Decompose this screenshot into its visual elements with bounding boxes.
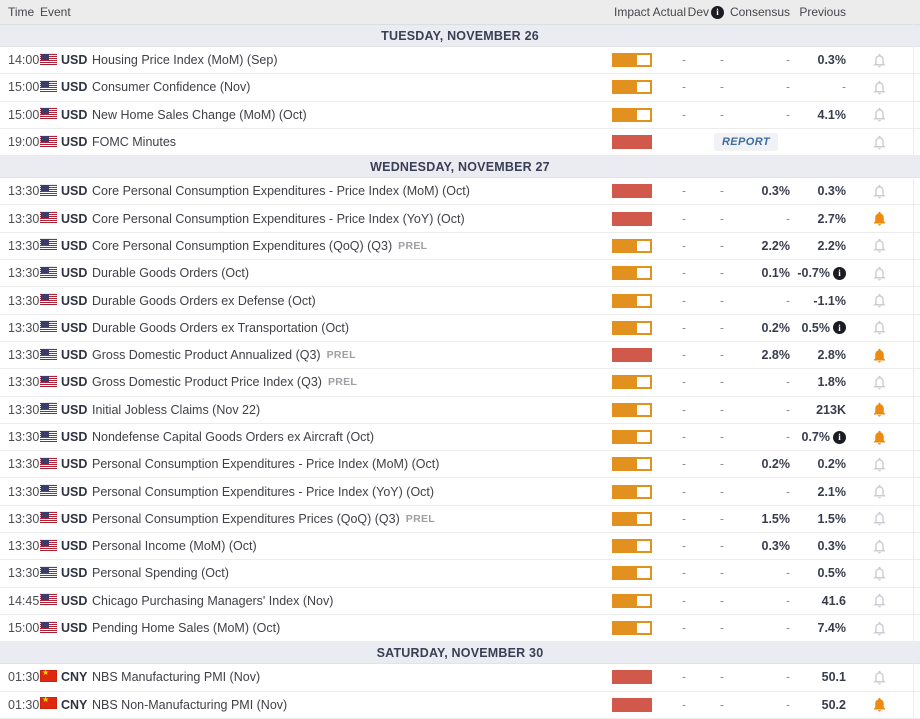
bell-outline-icon[interactable]: [871, 620, 888, 637]
bell-outline-icon[interactable]: [871, 265, 888, 282]
event-row[interactable]: [0, 342, 920, 369]
previous-value: -: [841, 80, 846, 95]
consensus-value: -: [785, 80, 790, 95]
event-row[interactable]: [0, 369, 920, 396]
actual-value: -: [681, 511, 686, 526]
day-section-rows: [0, 47, 920, 156]
previous-value: 4.1%: [817, 107, 846, 122]
previous-value: 50.2: [821, 697, 846, 712]
table-right-divider: [913, 0, 914, 719]
currency-label: USD: [61, 511, 88, 526]
event-name: Durable Goods Orders (Oct): [92, 266, 249, 281]
event-time: 15:00: [8, 107, 40, 122]
bell-outline-icon[interactable]: [871, 134, 888, 151]
impact-high-bar: [612, 698, 652, 712]
event-time: 13:30: [8, 293, 40, 308]
event-name: Core Personal Consumption Expenditures (QoQ) (Q3): [92, 238, 393, 253]
consensus-value: 0.3%: [761, 539, 790, 554]
bell-outline-icon[interactable]: [871, 374, 888, 391]
deviation-value: -: [719, 184, 724, 199]
impact-medium-bar: [612, 594, 652, 608]
impact-medium-bar: [612, 108, 652, 122]
country-flag-icon: [40, 430, 57, 445]
country-flag-icon: [40, 348, 57, 363]
impact-medium-bar: [612, 512, 652, 526]
preliminary-badge: PREL: [326, 349, 356, 362]
event-row[interactable]: [0, 397, 920, 424]
consensus-value: -: [785, 593, 790, 608]
currency-label: USD: [61, 539, 88, 554]
consensus-column-header: Consensus: [729, 5, 790, 19]
bell-outline-icon[interactable]: [871, 237, 888, 254]
consensus-value: 2.2%: [761, 238, 790, 253]
consensus-value: -: [785, 211, 790, 226]
bell-outline-icon[interactable]: [871, 292, 888, 309]
deviation-value: -: [719, 53, 724, 68]
impact-medium-bar: [612, 457, 652, 471]
previous-value: 2.8%: [817, 348, 846, 363]
deviation-value: -: [719, 375, 724, 390]
country-flag-icon: [40, 238, 57, 253]
country-flag-icon: [40, 135, 57, 150]
event-row[interactable]: [0, 692, 920, 719]
event-time: 13:30: [8, 211, 40, 226]
previous-value: 50.1: [821, 670, 846, 685]
event-row[interactable]: [0, 451, 920, 478]
event-row[interactable]: [0, 47, 920, 74]
currency-label: USD: [61, 107, 88, 122]
event-time: 15:00: [8, 80, 40, 95]
event-time: 13:30: [8, 348, 40, 363]
consensus-value: 2.8%: [761, 348, 790, 363]
actual-value: -: [681, 430, 686, 444]
currency-label: USD: [61, 484, 88, 499]
event-row[interactable]: [0, 533, 920, 560]
actual-value: -: [681, 53, 686, 68]
currency-label: CNY: [61, 697, 88, 712]
bell-outline-icon[interactable]: [871, 319, 888, 336]
currency-label: USD: [61, 53, 88, 68]
currency-label: USD: [61, 293, 88, 308]
event-name: Core Personal Consumption Expenditures - Price Index (YoY) (Oct): [92, 211, 465, 226]
deviation-value: -: [719, 430, 724, 444]
event-column-header: Event: [40, 5, 71, 19]
event-time: 19:00: [8, 135, 40, 150]
event-name: Personal Income (MoM) (Oct): [92, 539, 257, 554]
event-name: Durable Goods Orders ex Defense (Oct): [92, 293, 316, 308]
bell-outline-icon[interactable]: [871, 52, 888, 69]
impact-medium-bar: [612, 266, 652, 280]
impact-medium-bar: [612, 566, 652, 580]
consensus-value: -: [785, 293, 790, 308]
impact-medium-bar: [612, 403, 652, 417]
preliminary-badge: PREL: [405, 512, 435, 525]
consensus-value: -: [785, 53, 790, 68]
previous-value: 7.4%: [817, 621, 846, 636]
event-row[interactable]: [0, 588, 920, 615]
actual-value: -: [681, 621, 686, 636]
actual-value: -: [681, 566, 686, 581]
country-flag-icon: [40, 375, 57, 390]
currency-label: USD: [61, 238, 88, 253]
event-name: New Home Sales Change (MoM) (Oct): [92, 107, 307, 122]
currency-label: USD: [61, 266, 88, 281]
previous-value: 0.5%: [817, 566, 846, 581]
deviation-value: -: [719, 457, 724, 472]
bell-outline-icon[interactable]: [871, 106, 888, 123]
actual-value: -: [681, 80, 686, 95]
deviation-value: -: [719, 621, 724, 636]
impact-high-bar: [612, 135, 652, 149]
consensus-value: -: [785, 375, 790, 390]
deviation-value: -: [719, 107, 724, 122]
event-name: Consumer Confidence (Nov): [92, 80, 251, 95]
currency-label: USD: [61, 320, 88, 335]
event-name: Durable Goods Orders ex Transportation (Oct): [92, 320, 350, 335]
country-flag-icon: [40, 457, 57, 472]
event-time: 13:30: [8, 375, 40, 390]
event-name: Nondefense Capital Goods Orders ex Aircraft (Oct): [92, 430, 375, 444]
consensus-value: 0.2%: [761, 320, 790, 335]
bell-outline-icon[interactable]: [871, 456, 888, 473]
event-row[interactable]: [0, 615, 920, 642]
bell-outline-icon[interactable]: [871, 565, 888, 582]
previous-value: 2.1%: [817, 484, 846, 499]
currency-label: USD: [61, 348, 88, 363]
consensus-value: 0.1%: [761, 266, 790, 281]
event-time: 13:30: [8, 566, 40, 581]
event-time: 13:30: [8, 402, 40, 417]
event-name: NBS Non-Manufacturing PMI (Nov): [92, 697, 288, 712]
deviation-value: -: [719, 80, 724, 95]
country-flag-icon: [40, 211, 57, 226]
event-name: Personal Spending (Oct): [92, 566, 229, 581]
event-row[interactable]: [0, 506, 920, 533]
actual-value: -: [681, 348, 686, 363]
currency-label: USD: [61, 135, 88, 150]
currency-label: USD: [61, 80, 88, 95]
country-flag-icon: [40, 621, 57, 636]
deviation-value: -: [719, 697, 724, 712]
actual-value: -: [681, 320, 686, 335]
day-section-header: [0, 642, 920, 664]
event-row[interactable]: [0, 315, 920, 342]
previous-value: 0.3%: [817, 539, 846, 554]
bell-outline-icon[interactable]: [871, 510, 888, 527]
previous-value: -1.1%: [813, 293, 846, 308]
event-row[interactable]: [0, 74, 920, 101]
bell-outline-icon[interactable]: [871, 483, 888, 500]
calendar-day-section: [0, 156, 920, 642]
country-flag-icon: [40, 80, 57, 95]
country-flag-icon: [40, 593, 57, 608]
actual-value: -: [681, 266, 686, 281]
event-name: Pending Home Sales (MoM) (Oct): [92, 621, 281, 636]
deviation-value: -: [719, 539, 724, 554]
consensus-value: 0.3%: [761, 184, 790, 199]
deviation-value: -: [719, 348, 724, 363]
event-row[interactable]: [0, 560, 920, 587]
actual-value: -: [681, 107, 686, 122]
impact-medium-bar: [612, 80, 652, 94]
impact-medium-bar: [612, 485, 652, 499]
deviation-value: -: [719, 566, 724, 581]
impact-high-bar: [612, 212, 652, 226]
day-section-header: [0, 25, 920, 47]
event-row[interactable]: [0, 129, 920, 156]
currency-label: USD: [61, 184, 88, 199]
consensus-value: -: [785, 107, 790, 122]
event-row[interactable]: [0, 178, 920, 205]
deviation-value: -: [719, 266, 724, 281]
bell-outline-icon[interactable]: [871, 669, 888, 686]
actual-value: -: [681, 293, 686, 308]
currency-label: USD: [61, 593, 88, 608]
preliminary-badge: PREL: [327, 376, 358, 389]
event-name: Core Personal Consumption Expenditures - Price Index (MoM) (Oct): [92, 184, 470, 199]
event-row[interactable]: [0, 664, 920, 691]
impact-high-bar: [612, 184, 652, 198]
country-flag-icon: [40, 107, 57, 122]
currency-label: USD: [61, 211, 88, 226]
bell-filled-icon[interactable]: [871, 210, 888, 227]
deviation-value: -: [719, 484, 724, 499]
previous-value: -0.7%: [797, 266, 830, 281]
currency-label: USD: [61, 402, 88, 417]
impact-medium-bar: [612, 239, 652, 253]
calendar-column-header: [0, 0, 920, 25]
day-section-rows: [0, 178, 920, 642]
country-flag-icon: [40, 670, 57, 685]
previous-note-info-icon[interactable]: i: [833, 431, 846, 444]
currency-label: USD: [61, 457, 88, 472]
event-name: Personal Consumption Expenditures - Price Index (YoY) (Oct): [92, 484, 435, 499]
impact-medium-bar: [612, 375, 652, 389]
country-flag-icon: [40, 402, 57, 417]
country-flag-icon: [40, 566, 57, 581]
day-section-title: TUESDAY, NOVEMBER 26: [381, 28, 539, 43]
preliminary-badge: PREL: [398, 239, 428, 252]
deviation-value: -: [719, 211, 724, 226]
consensus-value: -: [785, 484, 790, 499]
actual-value: -: [681, 184, 686, 199]
actual-value: -: [681, 238, 686, 253]
consensus-value: 0.2%: [761, 457, 790, 472]
event-row[interactable]: [0, 102, 920, 129]
event-time: 13:30: [8, 430, 40, 444]
event-name: FOMC Minutes: [92, 135, 177, 150]
impact-medium-bar: [612, 539, 652, 553]
country-flag-icon: [40, 697, 57, 712]
time-column-header: Time: [8, 5, 35, 19]
country-flag-icon: [40, 53, 57, 68]
deviation-value: -: [719, 593, 724, 608]
actual-value: -: [681, 211, 686, 226]
event-time: 13:30: [8, 511, 40, 526]
previous-value: 1.5%: [817, 511, 846, 526]
event-name: Personal Consumption Expenditures Prices (QoQ) (Q3): [92, 511, 400, 526]
impact-medium-bar: [612, 294, 652, 308]
bell-filled-icon[interactable]: [871, 429, 888, 446]
event-time: 13:30: [8, 484, 40, 499]
actual-value: -: [681, 670, 686, 685]
previous-value: 0.7%: [801, 430, 830, 444]
currency-label: USD: [61, 430, 88, 444]
event-time: 14:45: [8, 593, 40, 608]
currency-label: CNY: [61, 670, 88, 685]
day-section-header: [0, 156, 920, 178]
event-time: 13:30: [8, 320, 40, 335]
impact-medium-bar: [612, 621, 652, 635]
consensus-value: -: [785, 621, 790, 636]
bell-outline-icon[interactable]: [871, 592, 888, 609]
event-time: 13:30: [8, 266, 40, 281]
event-time: 13:30: [8, 238, 40, 253]
previous-value: 0.3%: [817, 184, 846, 199]
deviation-value: -: [719, 670, 724, 685]
event-row[interactable]: [0, 260, 920, 287]
calendar-day-section: [0, 25, 920, 156]
dev-info-icon[interactable]: i: [711, 6, 724, 19]
event-row[interactable]: [0, 205, 920, 232]
event-name: Housing Price Index (MoM) (Sep): [92, 53, 278, 68]
currency-label: USD: [61, 621, 88, 636]
previous-value: 0.2%: [817, 457, 846, 472]
event-row[interactable]: [0, 287, 920, 314]
actual-value: -: [681, 375, 686, 390]
event-name: Chicago Purchasing Managers' Index (Nov): [92, 593, 334, 608]
actual-value: -: [681, 402, 686, 417]
previous-value: 41.6: [821, 593, 846, 608]
bell-outline-icon[interactable]: [871, 183, 888, 200]
previous-value: 213K: [816, 402, 846, 417]
previous-value: 2.7%: [817, 211, 846, 226]
previous-value: 0.5%: [801, 320, 830, 335]
consensus-value: -: [785, 670, 790, 685]
event-time: 15:00: [8, 621, 40, 636]
event-time: 01:30: [8, 670, 40, 685]
currency-label: USD: [61, 566, 88, 581]
consensus-value: -: [785, 566, 790, 581]
consensus-value: -: [785, 430, 790, 444]
deviation-value: -: [719, 293, 724, 308]
deviation-value: -: [719, 238, 724, 253]
country-flag-icon: [40, 293, 57, 308]
event-time: 13:30: [8, 539, 40, 554]
actual-value: -: [681, 457, 686, 472]
day-section-rows: [0, 664, 920, 719]
previous-value: 1.8%: [817, 375, 846, 390]
previous-column-header: Previous: [799, 5, 846, 19]
country-flag-icon: [40, 266, 57, 281]
event-name: Gross Domestic Product Annualized (Q3): [92, 348, 321, 363]
event-name: Personal Consumption Expenditures - Price Index (MoM) (Oct): [92, 457, 440, 472]
day-section-title: SATURDAY, NOVEMBER 30: [376, 645, 544, 660]
calendar-day-section: [0, 642, 920, 719]
actual-value: -: [681, 697, 686, 712]
impact-medium-bar: [612, 430, 652, 444]
event-row[interactable]: [0, 478, 920, 505]
deviation-value: -: [719, 511, 724, 526]
dev-column-header: [686, 5, 724, 19]
event-name: Initial Jobless Claims (Nov 22): [92, 402, 261, 417]
dev-column-label: Dev: [687, 5, 709, 19]
actual-value: -: [681, 484, 686, 499]
currency-label: USD: [61, 375, 88, 390]
bell-filled-icon[interactable]: [871, 401, 888, 418]
event-name: Gross Domestic Product Price Index (Q3): [92, 375, 322, 390]
previous-value: 2.2%: [817, 238, 846, 253]
actual-value: -: [681, 539, 686, 554]
country-flag-icon: [40, 511, 57, 526]
consensus-value: -: [785, 402, 790, 417]
impact-medium-bar: [612, 321, 652, 335]
previous-note-info-icon[interactable]: i: [833, 267, 846, 280]
event-name: NBS Manufacturing PMI (Nov): [92, 670, 261, 685]
previous-note-info-icon[interactable]: i: [833, 321, 846, 334]
event-time: 14:00: [8, 53, 40, 68]
impact-medium-bar: [612, 53, 652, 67]
actual-value: -: [681, 593, 686, 608]
event-time: 13:30: [8, 457, 40, 472]
consensus-value: 1.5%: [761, 511, 790, 526]
consensus-value: -: [785, 697, 790, 712]
impact-high-bar: [612, 670, 652, 684]
country-flag-icon: [40, 539, 57, 554]
calendar-body: [0, 25, 920, 719]
deviation-value: -: [719, 320, 724, 335]
report-link[interactable]: REPORT: [714, 133, 778, 151]
country-flag-icon: [40, 484, 57, 499]
event-time: 13:30: [8, 184, 40, 199]
event-row[interactable]: [0, 424, 920, 451]
impact-column-header: Impact: [613, 5, 650, 19]
country-flag-icon: [40, 320, 57, 335]
bell-outline-icon[interactable]: [871, 79, 888, 96]
previous-value: 0.3%: [817, 53, 846, 68]
day-section-title: WEDNESDAY, NOVEMBER 27: [370, 159, 550, 174]
actual-column-header: Actual: [652, 5, 686, 19]
country-flag-icon: [40, 184, 57, 199]
bell-filled-icon[interactable]: [871, 696, 888, 713]
event-time: 01:30: [8, 697, 40, 712]
impact-high-bar: [612, 348, 652, 362]
bell-filled-icon[interactable]: [871, 347, 888, 364]
event-row[interactable]: [0, 233, 920, 260]
bell-outline-icon[interactable]: [871, 538, 888, 555]
deviation-value: -: [719, 402, 724, 417]
